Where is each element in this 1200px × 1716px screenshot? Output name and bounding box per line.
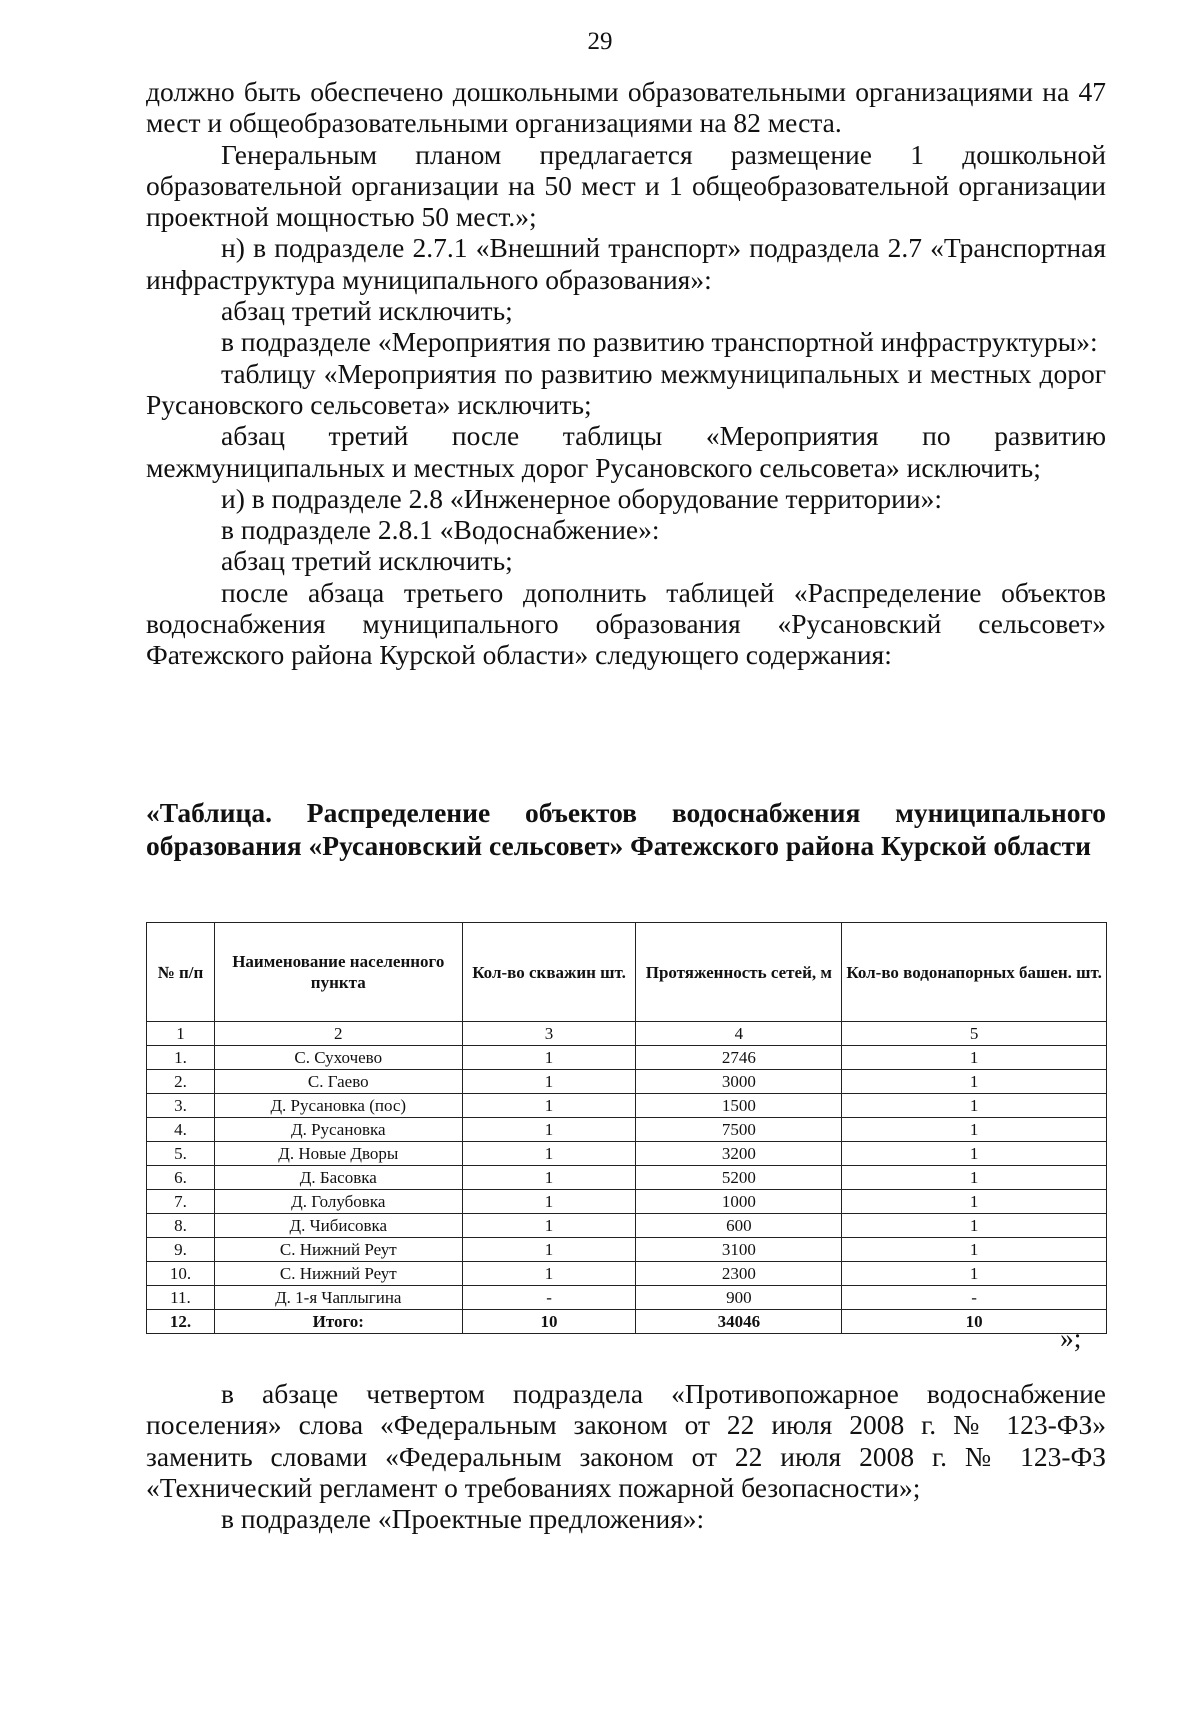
- table-row: [147, 1142, 1107, 1166]
- table-cell: 1: [462, 1214, 636, 1238]
- table-cell: 5: [842, 1022, 1107, 1046]
- paragraph: после абзаца третьего дополнить таблицей «Распределение объектов водоснабжения муниципального образования «Русановский сельсовет» Фатежского района Курской области» следующего содержания:: [146, 576, 1106, 671]
- table-cell: 1: [842, 1094, 1107, 1118]
- table-cell: 1: [842, 1142, 1107, 1166]
- paragraph: абзац третий исключить;: [221, 295, 513, 327]
- table-cell: 1.: [147, 1046, 215, 1070]
- table-cell: 1500: [636, 1094, 842, 1118]
- table-cell: 1: [842, 1166, 1107, 1190]
- table-cell: 600: [636, 1214, 842, 1238]
- table-row: [147, 1190, 1107, 1214]
- paragraph: абзац третий исключить;: [221, 545, 513, 577]
- table-cell: 5.: [147, 1142, 215, 1166]
- table-cell: -: [462, 1286, 636, 1310]
- paragraph: в подразделе «Мероприятия по развитию транспортной инфраструктуры»:: [221, 326, 1098, 358]
- table-cell: 3100: [636, 1238, 842, 1262]
- closing-quote: »;: [1060, 1322, 1082, 1353]
- table-cell: 1: [462, 1046, 636, 1070]
- table-cell: 1: [462, 1166, 636, 1190]
- table-cell: 1: [462, 1262, 636, 1286]
- table-cell: 11.: [147, 1286, 215, 1310]
- table-cell: 1: [462, 1142, 636, 1166]
- table-cell: 1: [147, 1022, 215, 1046]
- table-row: [147, 1094, 1107, 1118]
- table-cell: 1: [842, 1118, 1107, 1142]
- table-cell: 7500: [636, 1118, 842, 1142]
- table-cell: 34046: [636, 1310, 842, 1334]
- table-cell: 2: [214, 1022, 462, 1046]
- table-cell: 1: [842, 1046, 1107, 1070]
- table-cell: 2300: [636, 1262, 842, 1286]
- table-cell: -: [842, 1286, 1107, 1310]
- table-row: [147, 1238, 1107, 1262]
- table-cell: 10.: [147, 1262, 215, 1286]
- table-row: [147, 1046, 1107, 1070]
- table-cell: 3: [462, 1022, 636, 1046]
- table-cell: Д. Русановка (пос): [214, 1094, 462, 1118]
- table-total-row: [147, 1310, 1107, 1334]
- water-supply-table: [146, 922, 1107, 1334]
- paragraph: н) в подразделе 2.7.1 «Внешний транспорт» подраздела 2.7 «Транспортная инфраструктура муниципального образования»:: [146, 232, 1106, 295]
- table-cell: 2746: [636, 1046, 842, 1070]
- table-cell: Д. Голубовка: [214, 1190, 462, 1214]
- table-cell: С. Нижний Реут: [214, 1238, 462, 1262]
- paragraph: Генеральным планом предлагается размещение 1 дошкольной образовательной организации на 50 мест и 1 общеобразовательной организации проектной мощностью 50 мест.»;: [146, 138, 1106, 233]
- table-cell: 1: [462, 1070, 636, 1094]
- header-cell-wells: Кол-во скважин шт.: [462, 923, 636, 1022]
- table-cell: 6.: [147, 1166, 215, 1190]
- table-cell: С. Сухочево: [214, 1046, 462, 1070]
- paragraph: в абзаце четвертом подраздела «Противопожарное водоснабжение поселения» слова «Федеральным законом от 22 июля 2008 г. № 123-ФЗ» заменить словами «Федеральным законом от 22 июля 2008 г. № 123-ФЗ «Технический регламент о требованиях пожарной безопасности»;: [146, 1378, 1106, 1503]
- table-cell: 12.: [147, 1310, 215, 1334]
- table-row: [147, 1286, 1107, 1310]
- table-cell: Итого:: [214, 1310, 462, 1334]
- table-cell: Д. Русановка: [214, 1118, 462, 1142]
- table-cell: С. Нижний Реут: [214, 1262, 462, 1286]
- paragraph: в подразделе «Проектные предложения»:: [221, 1503, 705, 1535]
- paragraph: абзац третий после таблицы «Мероприятия по развитию межмуниципальных и местных дорог Русановского сельсовета» исключить;: [146, 420, 1106, 483]
- table-header-row: [147, 923, 1107, 1022]
- paragraph: и) в подразделе 2.8 «Инженерное оборудование территории»:: [221, 482, 942, 514]
- table-row: [147, 1070, 1107, 1094]
- table-cell: Д. Басовка: [214, 1166, 462, 1190]
- table-row: [147, 1262, 1107, 1286]
- table-cell: Д. Чибисовка: [214, 1214, 462, 1238]
- table-cell: 1: [462, 1190, 636, 1214]
- table-cell: 1: [462, 1238, 636, 1262]
- paragraph: таблицу «Мероприятия по развитию межмуниципальных и местных дорог Русановского сельсовета» исключить;: [146, 357, 1106, 420]
- column-number-row: [147, 1022, 1107, 1046]
- table-cell: Д. 1-я Чаплыгина: [214, 1286, 462, 1310]
- table-cell: 1000: [636, 1190, 842, 1214]
- table-cell: 4.: [147, 1118, 215, 1142]
- table-cell: 3000: [636, 1070, 842, 1094]
- table-cell: 1: [842, 1238, 1107, 1262]
- table-cell: 900: [636, 1286, 842, 1310]
- table-cell: 7.: [147, 1190, 215, 1214]
- table-row: [147, 1166, 1107, 1190]
- paragraph: в подразделе 2.8.1 «Водоснабжение»:: [221, 514, 660, 546]
- table-cell: 2.: [147, 1070, 215, 1094]
- paragraph: должно быть обеспечено дошкольными образовательными организациями на 47 мест и общеобразовательными организациями на 82 места.: [146, 76, 1106, 139]
- header-cell-settlement: Наименование населенного пункта: [214, 923, 462, 1022]
- table-cell: 8.: [147, 1214, 215, 1238]
- table-cell: 10: [462, 1310, 636, 1334]
- table-cell: 4: [636, 1022, 842, 1046]
- table-cell: 9.: [147, 1238, 215, 1262]
- table-cell: 1: [462, 1118, 636, 1142]
- table-title: «Таблица. Распределение объектов водоснабжения муниципального образования «Русановский сельсовет» Фатежского района Курской области: [146, 797, 1106, 861]
- body-text-section-after: [146, 1378, 1106, 1534]
- table-cell: 1: [462, 1094, 636, 1118]
- table-cell: 1: [842, 1262, 1107, 1286]
- table-cell: 10: [842, 1310, 1107, 1334]
- page-number: 29: [587, 28, 613, 55]
- table-cell: 1: [842, 1190, 1107, 1214]
- table-row: [147, 1118, 1107, 1142]
- table-cell: 1: [842, 1070, 1107, 1094]
- table-cell: 3200: [636, 1142, 842, 1166]
- header-cell-network-length: Протяженность сетей, м: [636, 923, 842, 1022]
- header-cell-number: № п/п: [147, 923, 215, 1022]
- header-cell-towers: Кол-во водонапорных башен. шт.: [842, 923, 1107, 1022]
- table-row: [147, 1214, 1107, 1238]
- table-cell: С. Гаево: [214, 1070, 462, 1094]
- table-cell: 5200: [636, 1166, 842, 1190]
- body-text-section: [146, 76, 1106, 671]
- table-cell: Д. Новые Дворы: [214, 1142, 462, 1166]
- table-cell: 3.: [147, 1094, 215, 1118]
- table-cell: 1: [842, 1214, 1107, 1238]
